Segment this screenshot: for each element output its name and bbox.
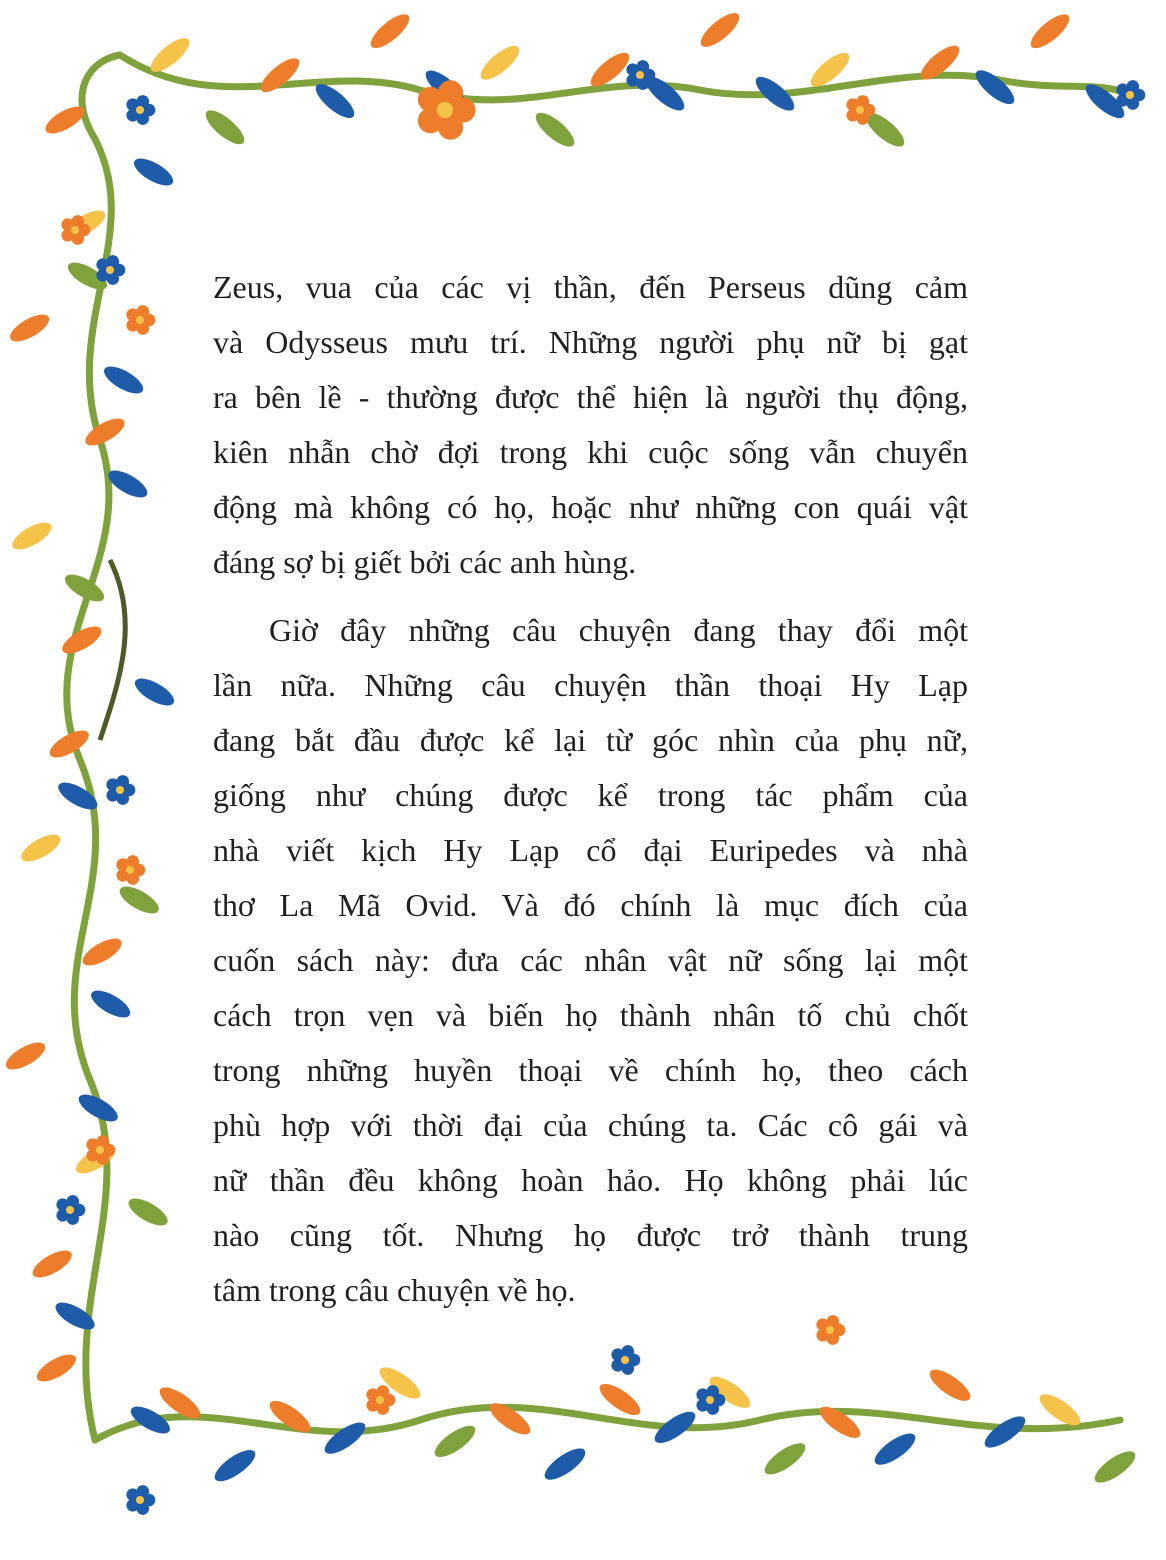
leaf-icon (116, 881, 163, 919)
text-line: Giờ đây những câu chuyện đang thay đổi một (269, 612, 968, 648)
leaf-icon (971, 65, 1019, 110)
flower-center-icon (71, 226, 79, 234)
leaf-icon (320, 1417, 370, 1459)
flower-center-icon (621, 1356, 629, 1364)
text-line: Zeus, vua của các vị thần, đến Perseus dũng cảm (213, 269, 968, 305)
flower-petal-icon (826, 1315, 839, 1328)
leaf-icon (201, 105, 249, 150)
flower-petal-icon (706, 1385, 719, 1398)
flower-center-icon (376, 1396, 384, 1404)
leaf-icon (130, 153, 177, 191)
leaf-icon (531, 107, 579, 152)
leaf-icon (980, 1411, 1030, 1453)
text-line: cách trọn vẹn và biến họ thành nhân tố chủ chốt (213, 997, 968, 1033)
flower-center-icon (437, 102, 453, 118)
text-line: giống như chúng được kể trong tác phẩm của (213, 777, 968, 813)
bottom-vine (95, 1407, 1120, 1440)
flower-petal-icon (106, 255, 119, 268)
text-line: đang bắt đầu được kể lại từ góc nhìn của phụ nữ, (213, 722, 968, 758)
leaf-icon (8, 517, 55, 555)
flower-petal-icon (636, 60, 649, 73)
flower-center-icon (136, 316, 144, 324)
text-line: động mà không có họ, hoặc như những con quái vật (213, 489, 968, 525)
leaf-icon (79, 933, 126, 971)
flower-petal-icon (66, 1195, 79, 1208)
text-line: ra bên lề - thường được thể hiện là người thụ động, (213, 379, 968, 415)
leaf-icon (2, 1037, 49, 1075)
leaf-icon (210, 1445, 260, 1487)
leaf-icon (311, 79, 359, 124)
flower-petal-icon (376, 1385, 389, 1398)
flower-center-icon (136, 1496, 144, 1504)
flower-petal-icon (71, 215, 84, 228)
leaf-icon (58, 621, 105, 659)
flower-petal-icon (621, 1345, 634, 1358)
text-line: và Odysseus mưu trí. Những người phụ nữ bị gạt (213, 324, 968, 360)
leaf-icon (476, 40, 524, 85)
text-line: đáng sợ bị giết bởi các anh hùng. (213, 544, 637, 580)
flower-center-icon (136, 106, 144, 114)
leaf-icon (925, 1364, 975, 1406)
dark-stem (100, 560, 125, 740)
leaf-icon (265, 1395, 315, 1437)
text-line: trong những huyền thoại về chính họ, theo cách (213, 1052, 968, 1088)
leaf-icon (870, 1428, 920, 1470)
flower-center-icon (856, 106, 864, 114)
leaf-icon (256, 53, 304, 98)
flower-center-icon (126, 866, 134, 874)
leaf-icon (29, 1245, 76, 1283)
leaf-icon (146, 33, 194, 78)
text-line: lần nữa. Những câu chuyện thần thoại Hy Lạp (213, 667, 968, 703)
leaf-icon (131, 673, 178, 711)
text-line: nhà viết kịch Hy Lạp cổ đại Euripedes và nhà (213, 832, 968, 868)
leaf-icon (17, 829, 64, 867)
text-line: cuốn sách này: đưa các nhân vật nữ sống lại một (213, 942, 968, 978)
flower-center-icon (826, 1326, 834, 1334)
leaf-icon (6, 309, 53, 347)
leaf-icon (87, 985, 134, 1023)
text-line: thơ La Mã Ovid. Và đó chính là mục đích của (213, 887, 968, 923)
flower-center-icon (1126, 91, 1134, 99)
leaf-icon (696, 8, 744, 53)
flower-center-icon (66, 1206, 74, 1214)
leaf-icon (100, 361, 147, 399)
text-line: nào cũng tốt. Nhưng họ được trở thành trung (213, 1217, 968, 1253)
leaf-icon (760, 1438, 810, 1480)
leaf-icon (33, 1349, 80, 1387)
leaf-icon (1026, 9, 1074, 54)
leaf-icon (815, 1401, 865, 1443)
flower-petal-icon (856, 95, 869, 108)
text-line: nữ thần đều không hoàn hảo. Họ không phải lúc (213, 1162, 968, 1198)
flower-center-icon (116, 786, 124, 794)
flower-petal-icon (136, 305, 149, 318)
flower-petal-icon (438, 80, 463, 105)
flower-center-icon (96, 1146, 104, 1154)
flower-petal-icon (136, 95, 149, 108)
flower-center-icon (706, 1396, 714, 1404)
flower-petal-icon (116, 775, 129, 788)
flower-petal-icon (96, 1135, 109, 1148)
flower-petal-icon (136, 1485, 149, 1498)
text-line: tâm trong câu chuyện về họ. (213, 1272, 576, 1308)
leaf-icon (366, 9, 414, 54)
flower-petal-icon (1126, 80, 1139, 93)
text-line: phù hợp với thời đại của chúng ta. Các cô gái và (213, 1107, 968, 1143)
flower-petal-icon (126, 855, 139, 868)
leaf-icon (430, 1420, 480, 1462)
flower-center-icon (636, 71, 644, 79)
leaf-icon (540, 1443, 590, 1485)
leaf-icon (1090, 1446, 1140, 1488)
text-line: kiên nhẫn chờ đợi trong khi cuộc sống vẫn chuyển (213, 434, 968, 470)
leaf-icon (595, 1378, 645, 1420)
flower-center-icon (106, 266, 114, 274)
leaf-icon (125, 1193, 172, 1231)
